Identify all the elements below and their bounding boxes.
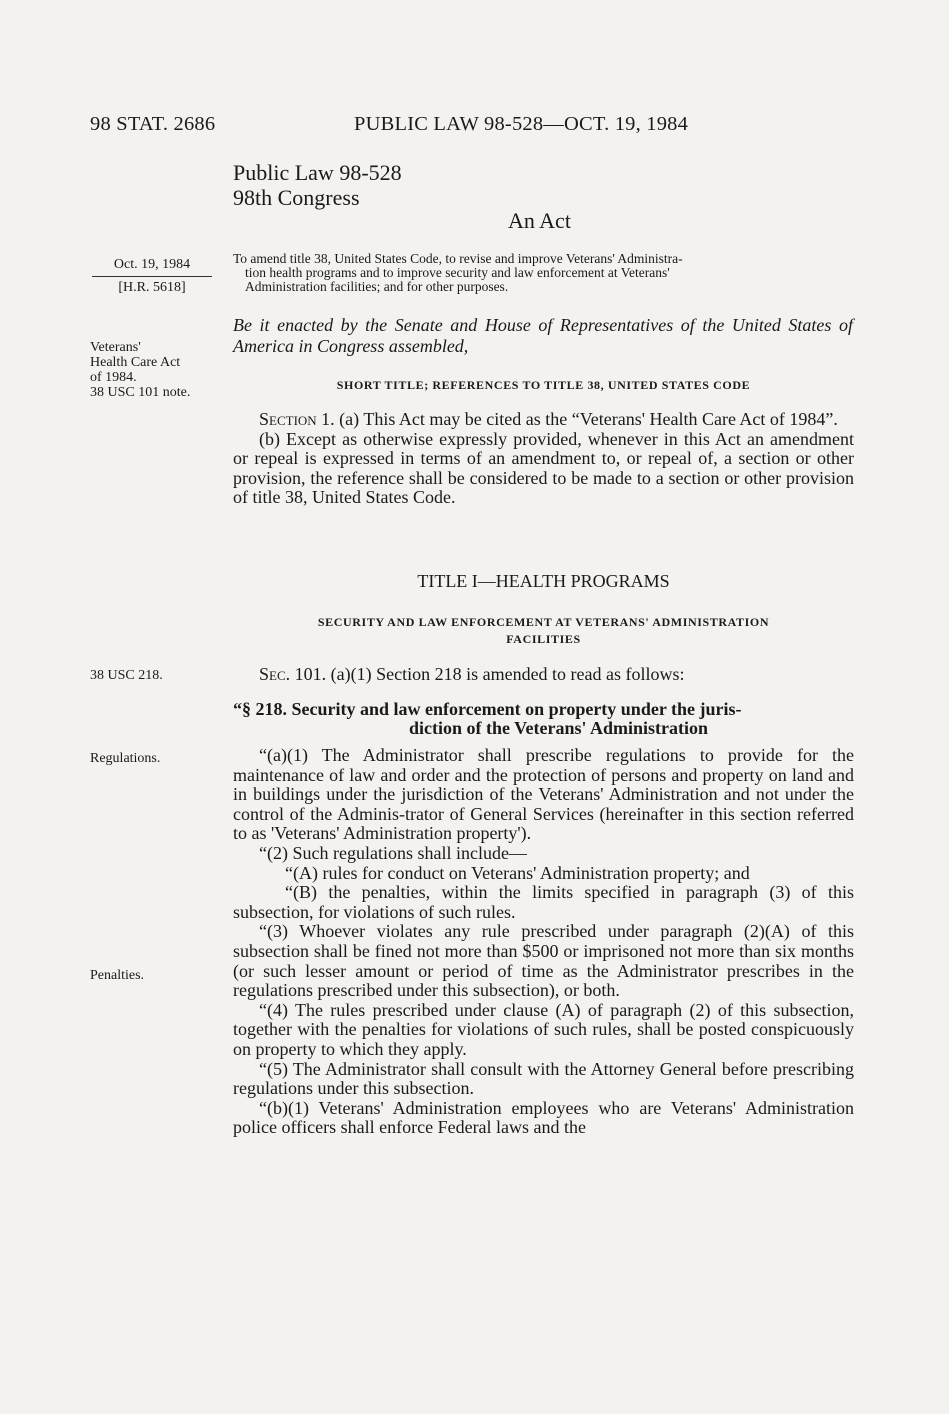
title-i-heading: TITLE I—HEALTH PROGRAMS	[417, 571, 670, 591]
section-1-b: (b) Except as otherwise expressly provided, whenever in this Act an amendment or repeal is expressed in terms of an amendment to, or repeal of, a section or other provision, the reference shall be considered to be made to a section or other provision of title 38, United States Code.	[233, 428, 854, 508]
margin-note-line: 38 USC 101 note.	[90, 385, 191, 400]
security-caption	[233, 614, 854, 648]
usc-218-margin-note: 38 USC 218.	[90, 668, 163, 683]
purpose-line-3: Administration facilities; and for other purposes.	[245, 279, 509, 294]
section-101	[233, 665, 854, 685]
sec-label: Sec.	[259, 664, 291, 684]
paragraph-a4: “(4) The rules prescribed under clause (A) of paragraph (2) of this subsection, together with the penalties for violations of such rules, shall be posted conspicuously on property to which they apply.	[233, 999, 854, 1059]
bill-number: [H.R. 5618]	[118, 280, 186, 295]
paragraph-a2-B: “(B) the penalties, within the limits specified in paragraph (3) of this subsection, for violations of such rules.	[233, 882, 854, 922]
paragraph-b1: “(b)(1) Veterans' Administration employees who are Veterans' Administration police officers shall enforce Federal laws and the	[233, 1097, 854, 1138]
an-act-heading: An Act	[508, 208, 571, 233]
paragraph-a3: “(3) Whoever violates any rule prescribed under paragraph (2)(A) of this subsection shall be fined not more than $500 or imprisoned not more than six months (or such lesser amount or period of time as the Administrator prescribes in the regulations prescribed under this subsection), or both.	[233, 921, 854, 1001]
margin-note-line: Health Care Act	[90, 355, 181, 370]
paragraph-a5: “(5) The Administrator shall consult with the Attorney General before prescribing regulations under this subsection.	[233, 1058, 854, 1099]
penalties-margin-note: Penalties.	[90, 968, 145, 983]
section-218-heading-line-1: “§ 218. Security and law enforcement on property under the juris-	[233, 699, 742, 719]
enacting-clause: Be it enacted by the Senate and House of Representatives of the United States of America in Congress assembled,	[233, 315, 853, 356]
section-218-body	[233, 746, 854, 1138]
margin-note-line: of 1984.	[90, 370, 137, 385]
paragraph-a2-A: “(A) rules for conduct on Veterans' Administration property; and	[285, 862, 750, 883]
security-caption-line-1: SECURITY AND LAW ENFORCEMENT AT VETERANS' ADMINISTRATION	[317, 615, 770, 629]
public-law-number: Public Law 98-528	[233, 160, 402, 185]
section-1	[233, 410, 854, 508]
short-title-margin-note	[90, 340, 190, 400]
running-title: PUBLIC LAW 98-528—OCT. 19, 1984	[354, 113, 689, 135]
law-title-block	[233, 160, 402, 210]
section-218-heading	[233, 700, 854, 738]
enactment-date: Oct. 19, 1984	[92, 257, 212, 277]
short-title-caption: SHORT TITLE; REFERENCES TO TITLE 38, UNITED STATES CODE	[336, 378, 751, 392]
section-label: Section	[259, 409, 317, 429]
security-caption-line-2: FACILITIES	[506, 632, 581, 646]
purpose-clause	[233, 252, 853, 294]
stat-page-number: 98 STAT. 2686	[90, 113, 216, 135]
margin-note-line: Veterans'	[90, 340, 141, 355]
section-1-a: 1. (a) This Act may be cited as the “Veterans' Health Care Act of 1984”.	[316, 409, 838, 429]
paragraph-a1: “(a)(1) The Administrator shall prescribe regulations to provide for the maintenance of law and order and the protection of persons and property on land and in buildings under the jurisdiction of the Veterans' Administration and not under the control of the Adminis-trator of General Services (hereinafter in this section referred to as 'Veterans' Administration property').	[233, 745, 854, 844]
congress-number: 98th Congress	[233, 185, 360, 210]
section-218-heading-line-2: diction of the Veterans' Administration	[408, 718, 708, 738]
purpose-line-1: To amend title 38, United States Code, to revise and improve Veterans' Administra-	[233, 251, 683, 266]
regulations-margin-note: Regulations.	[90, 751, 161, 766]
paragraph-a2: “(2) Such regulations shall include—	[259, 842, 527, 863]
date-bill-box	[92, 257, 212, 296]
purpose-line-2: tion health programs and to improve security and law enforcement at Veterans'	[245, 265, 670, 280]
section-101-text: 101. (a)(1) Section 218 is amended to read as follows:	[290, 664, 685, 684]
